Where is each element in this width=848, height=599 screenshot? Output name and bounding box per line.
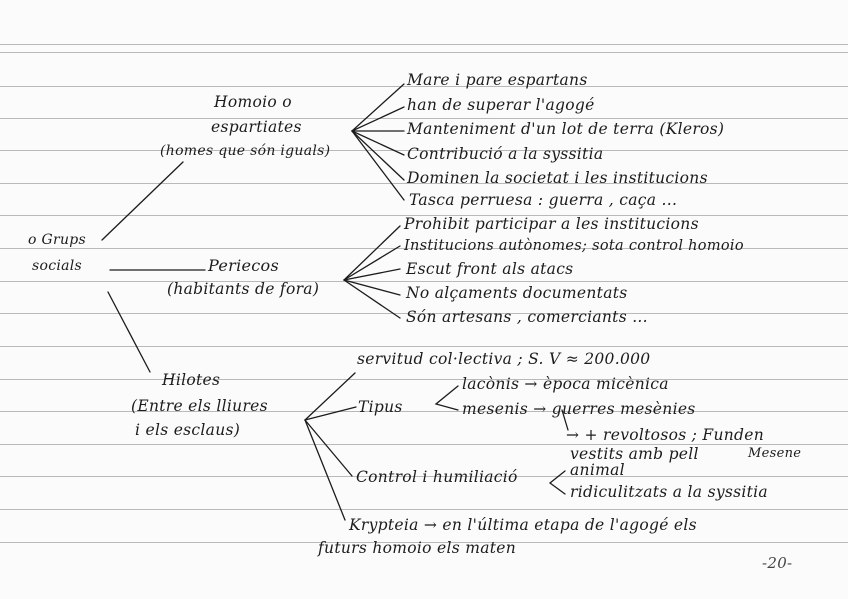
control-item-line2: animal bbox=[570, 461, 625, 479]
krypteia-line1: Krypteia → en l'última etapa de l'agogé els bbox=[349, 516, 697, 534]
group-subtitle-line2: i els esclaus) bbox=[135, 421, 241, 439]
control-item: ridiculitzats a la syssitia bbox=[570, 483, 768, 501]
root-node-line1: o Grups bbox=[28, 232, 87, 248]
list-item: Contribució a la syssitia bbox=[407, 145, 604, 163]
tipus-mesene: Mesene bbox=[748, 446, 802, 461]
group-title: Hilotes bbox=[162, 371, 221, 389]
root-node-line2: socials bbox=[32, 258, 83, 274]
list-item: Tasca perruesa : guerra , caça ... bbox=[409, 191, 678, 209]
tipus-revolt: → + revoltosos ; Funden bbox=[566, 426, 765, 444]
list-item: Escut front als atacs bbox=[406, 260, 574, 278]
list-item: han de superar l'agogé bbox=[407, 96, 595, 114]
list-item-servitud: servitud col·lectiva ; S. V ≈ 200.000 bbox=[357, 350, 651, 368]
group-title: Periecos bbox=[208, 256, 279, 275]
control-item: vestits amb pell bbox=[570, 445, 699, 463]
page-number: -20- bbox=[762, 554, 793, 572]
group-subtitle: (homes que són iguals) bbox=[160, 143, 331, 159]
group-title: Homoio o bbox=[214, 93, 292, 111]
krypteia-line2: futurs homoio els maten bbox=[318, 539, 517, 557]
tipus-label: Tipus bbox=[358, 398, 403, 416]
list-item: Són artesans , comerciants ... bbox=[406, 308, 648, 326]
list-item: No alçaments documentats bbox=[406, 284, 628, 302]
group-title-line2: espartiates bbox=[211, 118, 302, 136]
list-item: Dominen la societat i les institucions bbox=[407, 169, 708, 187]
control-label: Control i humiliació bbox=[356, 468, 518, 486]
list-item: Institucions autònomes; sota control homoio bbox=[404, 238, 744, 254]
tipus-lacon: lacònis → època micènica bbox=[462, 375, 669, 393]
group-subtitle: (Entre els lliures bbox=[131, 397, 268, 415]
group-subtitle: (habitants de fora) bbox=[167, 280, 320, 298]
tipus-mesenis: mesenis → guerres mesènies bbox=[462, 400, 696, 418]
list-item: Manteniment d'un lot de terra (Kleros) bbox=[407, 120, 725, 138]
list-item: Prohibit participar a les institucions bbox=[404, 215, 699, 233]
list-item: Mare i pare espartans bbox=[407, 71, 588, 89]
